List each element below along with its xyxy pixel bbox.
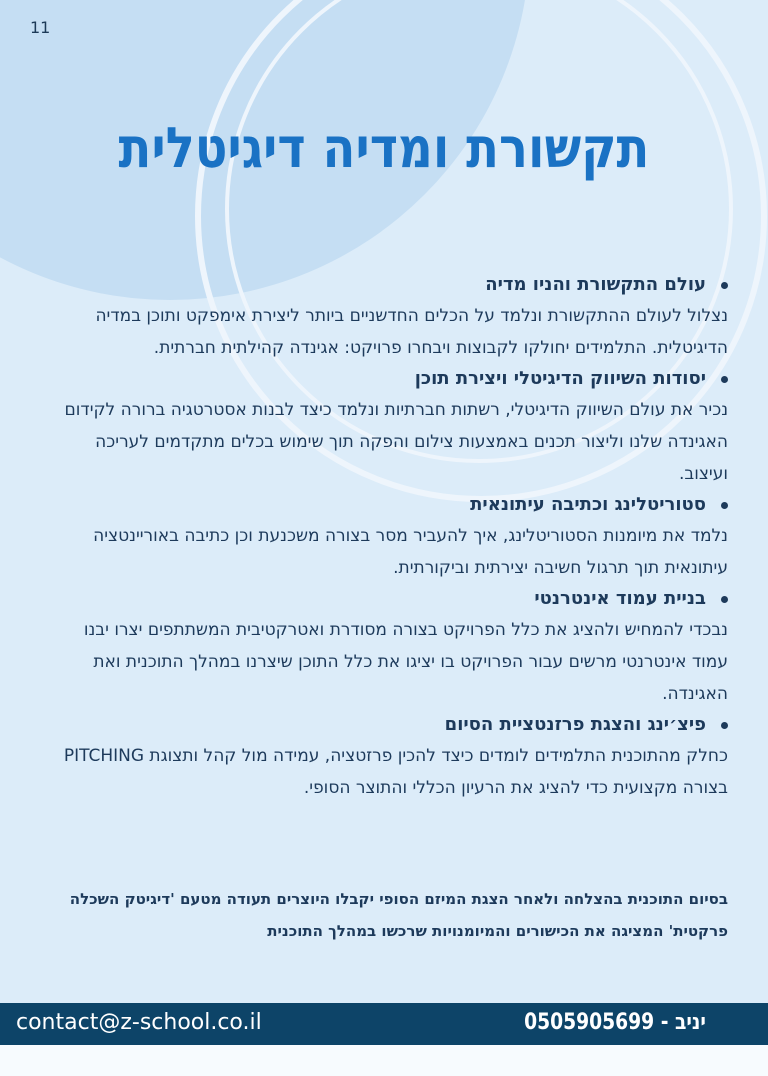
section [48,710,728,804]
bullet-icon [721,596,728,603]
section [48,490,728,584]
bullet-icon [721,376,728,383]
bullet-icon [721,502,728,509]
page-number: 11 [30,18,51,37]
section-title: בניית עמוד אינטרנטי [534,588,706,609]
section [48,364,728,490]
section-body: נבכדי להמחיש ולהציג את כלל הפרויקט בצורה מסודרת ואטרקטיבית המשתתפים יצרו יבנו עמוד אינטרנטי מרשים עבור הפרויקט בו יציגו את כלל התוכן שיצרנו במהלך התוכנית ואת האגינדה. [83,620,728,704]
section-title: סטוריטלינג וכתיבה עיתונאית [470,494,706,515]
section [48,270,728,364]
section-title: פיצ׳ינג והצגת פרזנטציית הסיום [444,714,706,735]
bullet-icon [721,722,728,729]
page-title: תקשורת ומדיה דיגיטלית [118,115,650,181]
bullet-icon [721,282,728,289]
section-body: נלמד את מיומנות הסטוריטלינג, איך להעביר מסר בצורה משכנעת וכן כתיבה באוריינטציה עיתונאית תוך תרגול חשיבה יצירתית וביקורתית. [93,526,728,578]
contact-email[interactable]: contact@z-school.co.il [16,1010,262,1035]
bottom-strip [0,1045,768,1076]
footer-bar [0,1003,768,1045]
section-title: יסודות השיווק הדיגיטלי ויצירת תוכן [414,368,706,389]
section-body: נצלול לעולם ההתקשורת ונלמד על הכלים החדשניים ביותר ליצירת אימפקט ותוכן במדיה הדיגיטלית. התלמידים יחולקו לקבוצות ויבחרו פרויקט: אגינדה קהילתית חברתית. [95,306,728,358]
section-body: נכיר את עולם השיווק הדיגיטלי, רשתות חברתיות ונלמד כיצד לבנות אסטרטגיה ברורה לקידום האגינדה שלנו וליצור תכנים באמצעות צילום והפקה תוך שימוש בכלים מתקדמים לעריכה ועיצוב. [64,400,728,484]
section [48,584,728,710]
section-body: כחלק מהתוכנית התלמידים לומדים כיצד להכין פרזטציה, עמידה מול קהל ותצוגת PITCHING בצורה מקצועית כדי להציג את הרעיון הכללי והתוצר הסופי. [63,746,728,798]
section-title: עולם התקשורת והניו מדיה [485,274,706,295]
contact-phone[interactable]: יניב - 0505905699 [524,1010,706,1035]
course-sections [48,270,728,804]
closing-statement: בסיום התוכנית בהצלחה ולאחר הצגת המיזם הסופי יקבלו היוצרים תעודה מטעם 'דיגיטק השכלה פרקטית' המציגה את הכישורים והמיומנויות שרכשו במהלך התוכנית [69,890,728,940]
